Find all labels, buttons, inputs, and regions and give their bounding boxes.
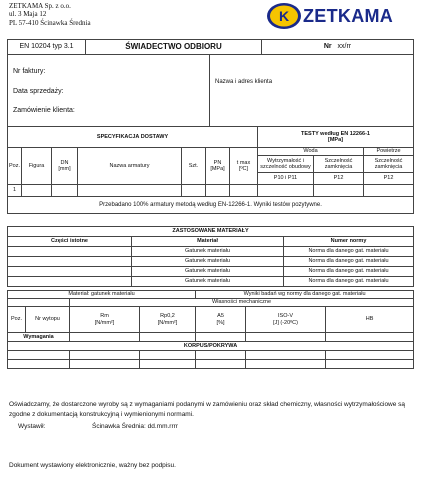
place-date: Ścinawka Średnia: dd.mm.rrrr bbox=[92, 423, 178, 430]
norm-cell: Norma dla danego gat. materiału bbox=[284, 247, 414, 257]
water-label: Woda bbox=[258, 148, 364, 156]
logo-text: ZETKAMA bbox=[303, 6, 394, 26]
document-number: Nr xx/rr bbox=[262, 40, 414, 55]
col-norm: Numer normy bbox=[284, 237, 414, 247]
company-street: ul. 3 Maja 12 bbox=[9, 10, 47, 19]
col-figura: Figura bbox=[22, 148, 52, 185]
col-iso: ISO-V [J] (-20ºC) bbox=[246, 307, 326, 333]
company-name: ZETKAMA Sp. z o.o. bbox=[9, 2, 71, 10]
col-strength: Wytrzymałość i szczelność obudowy bbox=[258, 156, 314, 173]
col-tmax: t max [ºC] bbox=[230, 148, 258, 185]
order-label: Zamówienie klienta: bbox=[13, 107, 75, 114]
mechanical-table bbox=[7, 290, 414, 369]
invoice-label: Nr faktury: bbox=[13, 68, 46, 75]
norm-cell: Norma dla danego gat. materiału bbox=[284, 277, 414, 287]
col-material: Materiał bbox=[132, 237, 284, 247]
declaration-text: Oświadczamy, że dostarczone wyroby są z wymaganiami podanymi w zamówieniu oraz skład chemiczny, własności wytrzymałościowe są zgodne z dokumentacją konstrukcyjną i wymienionymi normami. bbox=[9, 401, 406, 418]
document-title: ŚWIADECTWO ODBIORU bbox=[86, 40, 262, 55]
electronic-note: Dokument wystawiony elektronicznie, ważny bez podpisu. bbox=[9, 462, 176, 469]
coating-label: KORPUS/POKRYWA bbox=[8, 342, 414, 351]
delivery-spec-table bbox=[7, 126, 414, 214]
sub-tight1: P12 bbox=[314, 173, 364, 185]
col-rm: Rm [N/mm²] bbox=[70, 307, 140, 333]
col-pn: PN [MPa] bbox=[206, 148, 230, 185]
col-rp: Rp0,2 [N/mm²] bbox=[140, 307, 196, 333]
materials-table bbox=[7, 226, 414, 287]
client-address-label: Nazwa i adres klienta bbox=[210, 55, 414, 127]
mechanical-title: Własności mechaniczne bbox=[70, 299, 414, 307]
air-label: Powietrze bbox=[364, 148, 414, 156]
col-a5: A5 [%] bbox=[196, 307, 246, 333]
table-row bbox=[8, 257, 414, 267]
col-poz: Poz. bbox=[8, 307, 26, 333]
table-row bbox=[8, 360, 414, 369]
norm-cell: Norma dla danego gat. materiału bbox=[284, 257, 414, 267]
col-tight1: Szczelność zamknięcia bbox=[314, 156, 364, 173]
materials-title: ZASTOSOWANE MATERIAŁY bbox=[8, 227, 414, 237]
norm-cell: Norma dla danego gat. materiału bbox=[284, 267, 414, 277]
results-norm: Wyniki badań wg normy dla danego gat. materiału bbox=[196, 291, 414, 299]
col-tight2: Szczelność zamknięcia bbox=[364, 156, 414, 173]
material-cell: Gatunek materiału bbox=[132, 247, 284, 257]
material-cell: Gatunek materiału bbox=[132, 277, 284, 287]
col-parts: Części istotne bbox=[8, 237, 132, 247]
client-info-table bbox=[7, 54, 414, 127]
col-hb: HB bbox=[326, 307, 414, 333]
row-number: 1 bbox=[8, 185, 22, 197]
issued-by-label: Wystawił: bbox=[18, 423, 46, 430]
sub-strength: P10 i P11 bbox=[258, 173, 314, 185]
norm-label: EN 10204 typ 3.1 bbox=[8, 40, 86, 55]
order-info bbox=[8, 55, 210, 127]
table-row bbox=[8, 277, 414, 287]
test-note: Przebadano 100% armatury metodą według EN-12266-1. Wyniki testów pozytywne. bbox=[8, 197, 414, 214]
table-row bbox=[8, 185, 414, 197]
material-cell: Gatunek materiału bbox=[132, 267, 284, 277]
col-poz: Poz. bbox=[8, 148, 22, 185]
col-name: Nazwa armatury bbox=[78, 148, 182, 185]
requirements-label: Wymagania bbox=[8, 333, 70, 342]
spec-title: SPECYFIKACJA DOSTAWY bbox=[8, 127, 258, 148]
table-row bbox=[8, 267, 414, 277]
material-cell: Gatunek materiału bbox=[132, 257, 284, 267]
tests-title: TESTY według EN 12266-1 [MPa] bbox=[258, 127, 414, 148]
company-address bbox=[9, 2, 91, 27]
table-row bbox=[8, 247, 414, 257]
material-grade: Materiał: gatunek materiału bbox=[8, 291, 196, 299]
sub-tight2: P12 bbox=[364, 173, 414, 185]
sale-date-label: Data sprzedaży: bbox=[13, 87, 64, 95]
header-table bbox=[7, 39, 414, 55]
col-szt: Szt. bbox=[182, 148, 206, 185]
company-city: PL 57-410 Ścinawka Średnia bbox=[9, 18, 91, 27]
logo-letter: K bbox=[278, 8, 290, 24]
table-row bbox=[8, 351, 414, 360]
col-casting: Nr wytopu bbox=[26, 307, 70, 333]
col-dn: DN [mm] bbox=[52, 148, 78, 185]
